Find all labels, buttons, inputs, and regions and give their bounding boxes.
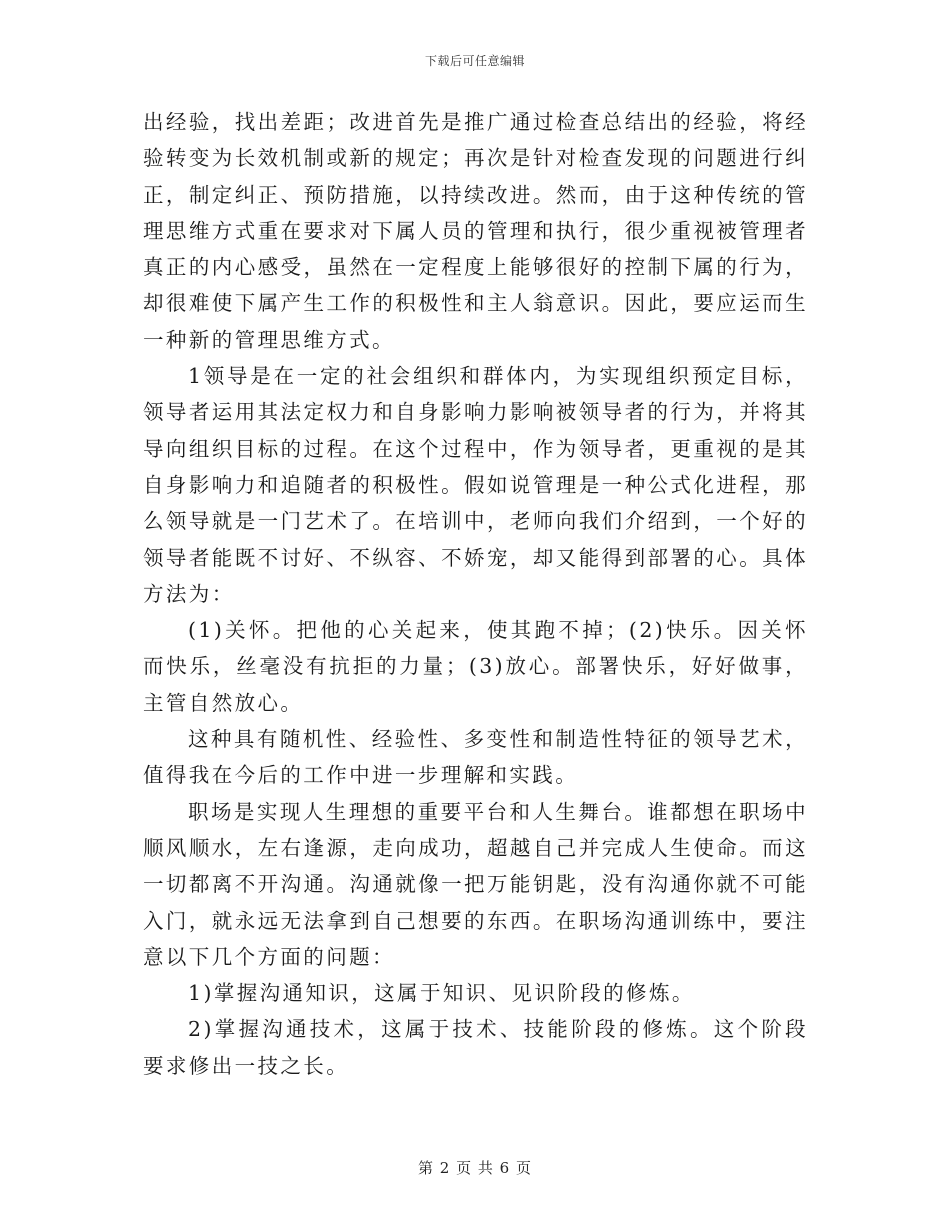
paragraph-1: 出经验，找出差距；改进首先是推广通过检查总结出的经验，将经验转变为长效机制或新的规定；再次是针对检查发现的问题进行纠正，制定纠正、预防措施，以持续改进。然而，由于这种传统的管理思维方式重在要求对下属人员的管理和执行，很少重视被管理者真正的内心感受，虽然在一定程度上能够很好的控制下属的行为，却很难使下属产生工作的积极性和主人翁意识。因此，要应运而生一种新的管理思维方式。	[143, 110, 808, 352]
paragraph-2: 1领导是在一定的社会组织和群体内，为实现组织预定目标，领导者运用其法定权力和自身影响力影响被领导者的行为，并将其导向组织目标的过程。在这个过程中，作为领导者，更重视的是其自身影响力和追随者的积极性。假如说管理是一种公式化进程，那么领导就是一门艺术了。在培训中，老师向我们介绍到，一个好的领导者能既不讨好、不纵容、不娇宠，却又能得到部署的心。具体方法为：	[143, 364, 808, 606]
paragraph-7: 2)掌握沟通技术，这属于技术、技能阶段的修炼。这个阶段要求修出一技之长。	[143, 1017, 808, 1078]
document-body	[143, 104, 808, 1084]
page-header: 下载后可任意编辑	[424, 54, 525, 68]
paragraph-4: 这种具有随机性、经验性、多变性和制造性特征的领导艺术，值得我在今后的工作中进一步理解和实践。	[143, 727, 808, 788]
paragraph-6: 1)掌握沟通知识，这属于知识、见识阶段的修炼。	[188, 981, 695, 1006]
paragraph-3: (1)关怀。把他的心关起来，使其跑不掉；(2)快乐。因关怀而快乐，丝毫没有抗拒的力量；(3)放心。部署快乐，好好做事，主管自然放心。	[143, 618, 808, 715]
paragraph-5: 职场是实现人生理想的重要平台和人生舞台。谁都想在职场中顺风顺水，左右逢源，走向成功，超越自己并完成人生使命。而这一切都离不开沟通。沟通就像一把万能钥匙，没有沟通你就不可能入门，就永远无法拿到自己想要的东西。在职场沟通训练中，要注意以下几个方面的问题：	[143, 799, 808, 969]
page-number-footer: 第 2 页 共 6 页	[418, 1159, 532, 1177]
